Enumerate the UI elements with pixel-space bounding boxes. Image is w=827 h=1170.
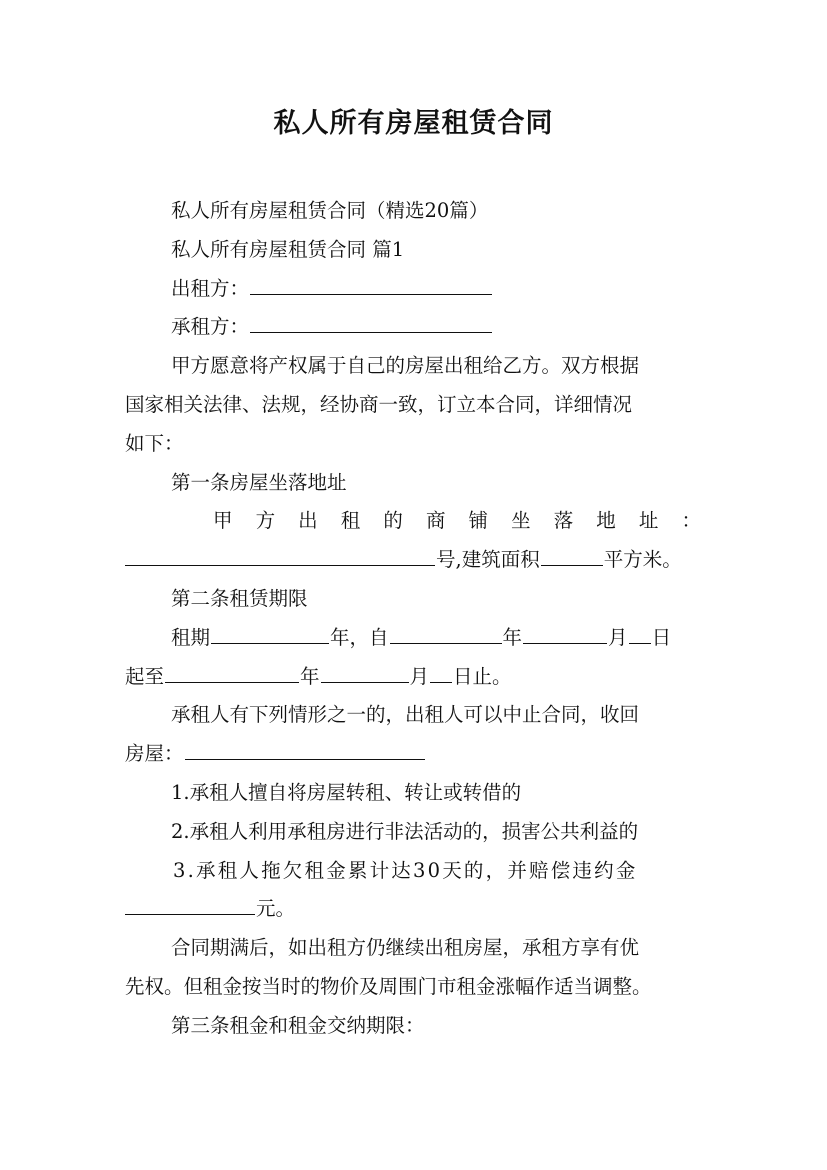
yuan-text: 元。 [256, 897, 296, 921]
paragraph-line: 国家相关法律、法规，经协商一致，订立本合同，详细情况 [125, 392, 633, 416]
area-text: 号,建筑面积 [436, 548, 540, 572]
address-line: 甲 方 出 租 的 商 铺 坐 落 地 址 ： [213, 509, 701, 533]
lessor-label: 出租方： [171, 276, 250, 300]
paragraph-line: 先权。但租金按当时的物价及周围门市租金涨幅作适当调整。 [125, 974, 652, 998]
article-3-heading: 第三条租金和租金交纳期限： [171, 1013, 425, 1037]
term-line [125, 619, 701, 658]
section-heading: 私人所有房屋租赁合同 篇1 [171, 237, 405, 261]
premises-label: 房屋： [125, 742, 184, 766]
end-month-blank [321, 660, 409, 683]
term-from-text: 年，自 [330, 625, 389, 649]
month-text: 月 [608, 625, 628, 649]
term-years-blank [211, 621, 329, 644]
premises-line [125, 735, 701, 774]
paragraph-line: 合同期满后，如出租方仍继续出租房屋，承租方享有优 [171, 936, 640, 960]
premises-blank [185, 737, 425, 760]
end-day-blank [430, 660, 452, 683]
area-unit: 平方米。 [603, 548, 682, 572]
penalty-blank [125, 892, 255, 915]
day-text: 日 [651, 625, 672, 649]
document-title: 私人所有房屋租赁合同 [273, 108, 554, 139]
document-body [125, 192, 701, 1046]
paragraph-line: 甲方愿意将产权属于自己的房屋出租给乙方。双方根据 [171, 354, 640, 378]
article-2-heading: 第二条租赁期限 [171, 586, 308, 610]
article-1-heading: 第一条房屋坐落地址 [171, 470, 347, 494]
term-end-line [125, 658, 701, 697]
list-item: 3.承租人拖欠租金累计达30天的，并赔偿违约金 [173, 858, 638, 882]
year-text: 年 [300, 664, 320, 688]
lessor-line [125, 270, 701, 309]
until-text: 起至 [125, 664, 165, 688]
address-blank-line [125, 541, 701, 580]
lessee-line [125, 308, 701, 347]
subtitle-line: 私人所有房屋租赁合同（精选20篇） [171, 199, 489, 222]
penalty-line [125, 890, 701, 929]
list-item: 2.承租人利用承租房进行非法活动的，损害公共利益的 [171, 819, 639, 843]
paragraph-line: 承租人有下列情形之一的，出租人可以中止合同，收回 [171, 703, 640, 727]
area-blank [541, 543, 603, 566]
lessee-blank [250, 310, 492, 333]
start-month-blank [523, 621, 607, 644]
term-label: 租期 [171, 625, 211, 649]
end-year-blank [165, 660, 299, 683]
end-text: 日止。 [453, 664, 512, 688]
lessor-blank [250, 272, 492, 295]
year-text: 年 [502, 625, 523, 649]
lessee-label: 承租方： [171, 315, 250, 339]
paragraph-line: 如下： [125, 431, 184, 455]
start-year-blank [390, 621, 502, 644]
list-item: 1.承租人擅自将房屋转租、转让或转借的 [171, 780, 522, 804]
address-blank [125, 543, 435, 566]
month-text: 月 [409, 664, 430, 688]
start-day-blank [629, 621, 651, 644]
